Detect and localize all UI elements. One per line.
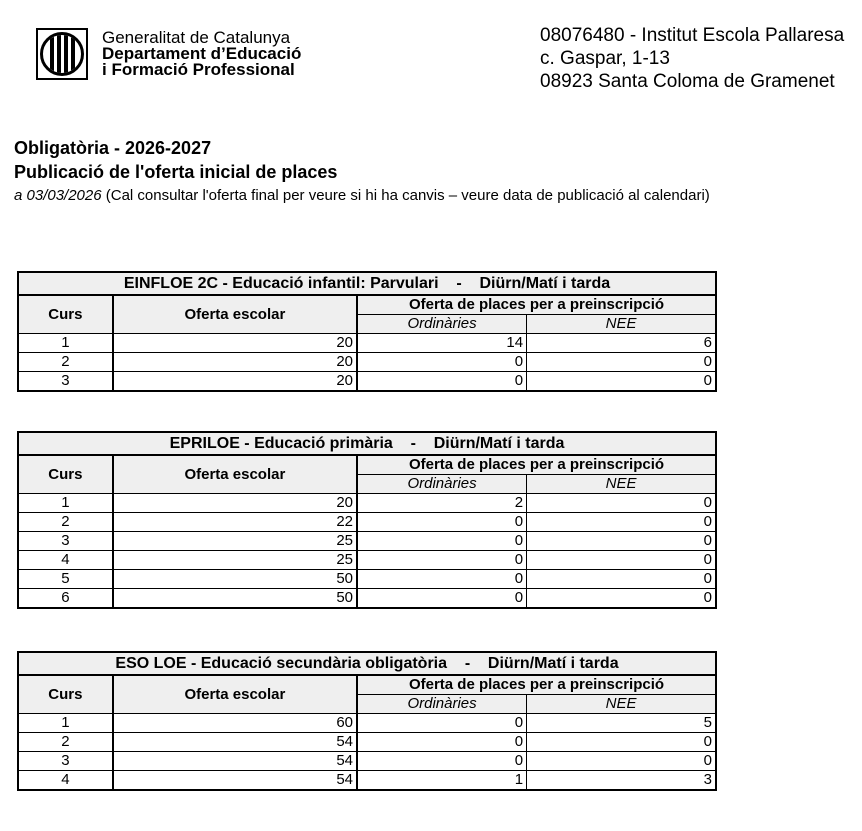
publication-note — [14, 186, 710, 206]
note-text: (Cal consultar l'oferta final per veure si hi ha canvis – veure data de publicació al calendari) — [101, 187, 710, 204]
cell-curs: 3 — [18, 752, 113, 771]
header-nee: NEE — [527, 695, 716, 714]
cell-ordinaries: 0 — [357, 532, 527, 551]
header-oferta: Oferta escolar — [113, 675, 357, 714]
cell-nee: 5 — [527, 714, 716, 733]
table-row — [18, 334, 716, 353]
cell-nee: 0 — [527, 752, 716, 771]
cell-nee: 0 — [527, 513, 716, 532]
cell-curs: 1 — [18, 334, 113, 353]
table-row — [18, 532, 716, 551]
cell-oferta: 60 — [113, 714, 357, 733]
cell-ordinaries: 0 — [357, 353, 527, 372]
cell-nee: 0 — [527, 570, 716, 589]
cell-curs: 3 — [18, 532, 113, 551]
school-city: 08923 Santa Coloma de Gramenet — [540, 71, 835, 92]
cell-ordinaries: 0 — [357, 733, 527, 752]
header-preinscripcio: Oferta de places per a preinscripció — [357, 455, 716, 475]
cell-nee: 0 — [527, 589, 716, 609]
cell-curs: 3 — [18, 372, 113, 392]
table-row — [18, 771, 716, 791]
cell-ordinaries: 0 — [357, 570, 527, 589]
cell-oferta: 50 — [113, 570, 357, 589]
header-ordinaries: Ordinàries — [357, 695, 527, 714]
study-schedule: Diürn/Matí i tarda — [433, 434, 565, 452]
table-row — [18, 714, 716, 733]
table-row — [18, 353, 716, 372]
cell-nee: 6 — [527, 334, 716, 353]
study-code: ESO LOE — [115, 654, 187, 672]
places-table — [17, 651, 717, 791]
study-name: Educació primària — [254, 434, 393, 452]
cell-nee: 0 — [527, 733, 716, 752]
cell-ordinaries: 0 — [357, 372, 527, 392]
header-preinscripcio: Oferta de places per a preinscripció — [357, 675, 716, 695]
school-name: 08076480 - Institut Escola Pallaresa — [540, 25, 845, 46]
places-table — [17, 431, 717, 609]
cell-curs: 1 — [18, 494, 113, 513]
cell-oferta: 54 — [113, 771, 357, 791]
school-address — [540, 24, 844, 93]
cell-ordinaries: 2 — [357, 494, 527, 513]
cell-nee: 3 — [527, 771, 716, 791]
table-title: EINFLOE 2C - Educació infantil: Parvulari - Diürn/Matí i tarda — [18, 272, 716, 295]
publication-date: a 03/03/2026 — [14, 187, 102, 204]
cell-oferta: 20 — [113, 494, 357, 513]
generalitat-logo — [36, 28, 301, 80]
cell-ordinaries: 0 — [357, 513, 527, 532]
cell-nee: 0 — [527, 532, 716, 551]
cell-oferta: 54 — [113, 752, 357, 771]
table-row — [18, 551, 716, 570]
header-ordinaries: Ordinàries — [357, 315, 527, 334]
cell-oferta: 20 — [113, 334, 357, 353]
cell-curs: 6 — [18, 589, 113, 609]
logo-line-2: Departament d’Educació — [102, 44, 302, 63]
cell-curs: 2 — [18, 353, 113, 372]
cell-curs: 2 — [18, 733, 113, 752]
cell-curs: 5 — [18, 570, 113, 589]
cell-curs: 4 — [18, 771, 113, 791]
cell-oferta: 54 — [113, 733, 357, 752]
cell-nee: 0 — [527, 353, 716, 372]
cell-ordinaries: 14 — [357, 334, 527, 353]
places-table — [17, 271, 717, 392]
table-row — [18, 494, 716, 513]
cell-ordinaries: 0 — [357, 752, 527, 771]
study-code: EINFLOE 2C — [123, 274, 219, 292]
cell-nee: 0 — [527, 372, 716, 392]
cell-oferta: 25 — [113, 551, 357, 570]
header-oferta: Oferta escolar — [113, 455, 357, 494]
cell-oferta: 25 — [113, 532, 357, 551]
generalitat-seal-icon — [36, 28, 88, 80]
header-curs: Curs — [18, 675, 113, 714]
cell-nee: 0 — [527, 494, 716, 513]
logo-line-3: i Formació Professional — [102, 60, 295, 79]
cell-oferta: 50 — [113, 589, 357, 609]
table-title: ESO LOE - Educació secundària obligatòria - Diürn/Matí i tarda — [18, 652, 716, 675]
cell-ordinaries: 0 — [357, 589, 527, 609]
header-curs: Curs — [18, 295, 113, 334]
cell-nee: 0 — [527, 551, 716, 570]
study-name: Educació secundària obligatòria — [200, 654, 448, 672]
study-code: EPRILOE — [169, 434, 240, 452]
cell-oferta: 20 — [113, 372, 357, 392]
table-row — [18, 733, 716, 752]
header-oferta: Oferta escolar — [113, 295, 357, 334]
header-ordinaries: Ordinàries — [357, 475, 527, 494]
cell-ordinaries: 1 — [357, 771, 527, 791]
cell-curs: 1 — [18, 714, 113, 733]
header-curs: Curs — [18, 455, 113, 494]
logo-line-1: Generalitat de Catalunya — [102, 28, 291, 47]
study-schedule: Diürn/Matí i tarda — [487, 654, 619, 672]
header-preinscripcio: Oferta de places per a preinscripció — [357, 295, 716, 315]
table-row — [18, 570, 716, 589]
cell-curs: 4 — [18, 551, 113, 570]
table-row — [18, 752, 716, 771]
table-row — [18, 372, 716, 392]
study-name: Educació infantil: Parvulari — [232, 274, 439, 292]
cell-oferta: 22 — [113, 513, 357, 532]
cell-oferta: 20 — [113, 353, 357, 372]
cell-curs: 2 — [18, 513, 113, 532]
page-title: Obligatòria - 2026-2027 — [14, 138, 212, 158]
page-subtitle: Publicació de l'oferta inicial de places — [14, 162, 338, 182]
table-row — [18, 513, 716, 532]
header-nee: NEE — [527, 475, 716, 494]
cell-ordinaries: 0 — [357, 714, 527, 733]
table-row — [18, 589, 716, 609]
header-nee: NEE — [527, 315, 716, 334]
school-street: c. Gaspar, 1-13 — [540, 48, 670, 69]
table-title: EPRILOE - Educació primària - Diürn/Matí i tarda — [18, 432, 716, 455]
study-schedule: Diürn/Matí i tarda — [479, 274, 611, 292]
cell-ordinaries: 0 — [357, 551, 527, 570]
